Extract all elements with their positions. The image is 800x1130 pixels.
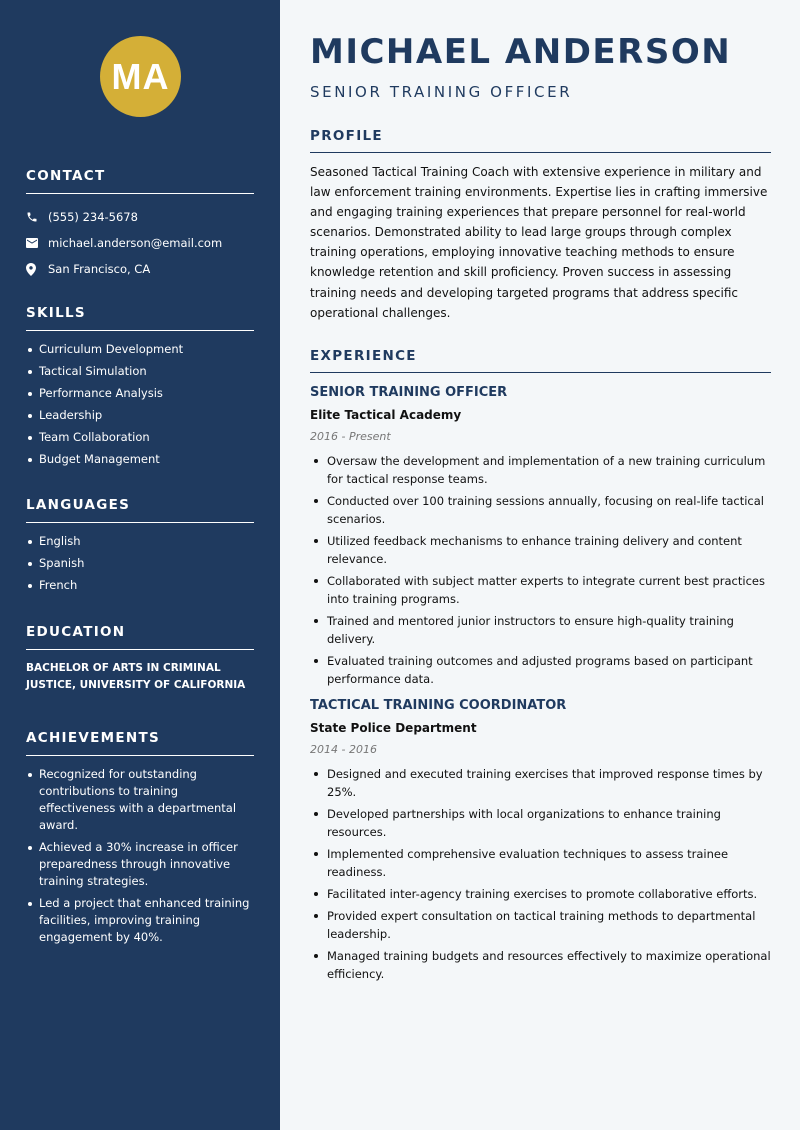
achievements-heading: ACHIEVEMENTS (26, 730, 254, 756)
list-item: Achieved a 30% increase in officer preparedness through innovative training strategies. (26, 839, 254, 890)
job-title: SENIOR TRAINING OFFICER (310, 385, 508, 400)
avatar: MA (100, 36, 181, 117)
email-text[interactable]: michael.anderson@email.com (48, 236, 223, 250)
education-section (26, 624, 254, 694)
skills-heading: SKILLS (26, 305, 254, 331)
candidate-name: MICHAEL ANDERSON (310, 32, 732, 72)
profile-section (310, 128, 771, 323)
profile-heading: PROFILE (310, 128, 771, 153)
list-item: Developed partnerships with local organizations to enhance training resources. (310, 805, 771, 841)
list-item: Curriculum Development (26, 341, 254, 358)
achievements-section (26, 730, 254, 951)
list-item: Oversaw the development and implementation of a new training curriculum for tactical response teams. (310, 452, 771, 488)
list-item: Team Collaboration (26, 429, 254, 446)
job-dates: 2014 - 2016 (310, 743, 377, 756)
list-item: Performance Analysis (26, 385, 254, 402)
location-pin-icon (26, 263, 48, 276)
job-title: TACTICAL TRAINING COORDINATOR (310, 698, 567, 713)
list-item: Tactical Simulation (26, 363, 254, 380)
list-item: English (26, 533, 254, 550)
location-text: San Francisco, CA (48, 262, 151, 276)
contact-section (26, 168, 254, 282)
contact-email (26, 230, 254, 256)
job-entry (310, 385, 771, 688)
list-item: Evaluated training outcomes and adjusted programs based on participant performance data. (310, 652, 771, 688)
list-item: Conducted over 100 training sessions annually, focusing on real-life tactical scenarios. (310, 492, 771, 528)
candidate-title: SENIOR TRAINING OFFICER (310, 83, 573, 101)
contact-location (26, 256, 254, 282)
experience-heading: EXPERIENCE (310, 348, 771, 373)
email-icon (26, 238, 48, 248)
list-item: Designed and executed training exercises that improved response times by 25%. (310, 765, 771, 801)
languages-section (26, 497, 254, 599)
job-entry (310, 698, 771, 983)
list-item: French (26, 577, 254, 594)
list-item: Trained and mentored junior instructors to ensure high-quality training delivery. (310, 612, 771, 648)
list-item: Leadership (26, 407, 254, 424)
achievements-list (26, 766, 254, 946)
list-item: Led a project that enhanced training facilities, improving training engagement by 40%. (26, 895, 254, 946)
skills-section (26, 305, 254, 473)
list-item: Managed training budgets and resources effectively to maximize operational efficiency. (310, 947, 771, 983)
list-item: Spanish (26, 555, 254, 572)
contact-phone (26, 204, 254, 230)
list-item: Budget Management (26, 451, 254, 468)
job-dates: 2016 - Present (310, 430, 391, 443)
languages-heading: LANGUAGES (26, 497, 254, 523)
experience-section (310, 348, 771, 987)
phone-text: (555) 234-5678 (48, 210, 138, 224)
skills-list (26, 341, 254, 468)
phone-icon (26, 211, 48, 223)
job-company: Elite Tactical Academy (310, 408, 462, 422)
job-bullets (310, 765, 771, 983)
profile-text: Seasoned Tactical Training Coach with extensive experience in military and law enforcement training environments. Expertise lies in crafting immersive and engaging training experiences that prepare personnel for real-world scenarios. Demonstrated ability to lead large groups through complex training operations, employing innovative teaching methods to ensure knowledge retention and skill proficiency. Proven success in assessing training needs and developing targeted programs that address specific operational challenges. (310, 165, 768, 320)
job-bullets (310, 452, 771, 688)
education-heading: EDUCATION (26, 624, 254, 650)
languages-list (26, 533, 254, 594)
list-item: Recognized for outstanding contributions to training effectiveness with a departmental award. (26, 766, 254, 834)
contact-heading: CONTACT (26, 168, 254, 194)
list-item: Facilitated inter-agency training exercises to promote collaborative efforts. (310, 885, 771, 903)
sidebar (0, 0, 280, 1130)
list-item: Utilized feedback mechanisms to enhance training delivery and content relevance. (310, 532, 771, 568)
list-item: Collaborated with subject matter experts to integrate current best practices into training programs. (310, 572, 771, 608)
list-item: Provided expert consultation on tactical training methods to departmental leadership. (310, 907, 771, 943)
list-item: Implemented comprehensive evaluation techniques to assess trainee readiness. (310, 845, 771, 881)
education-degree: BACHELOR OF ARTS IN CRIMINAL JUSTICE, UNIVERSITY OF CALIFORNIA (26, 662, 246, 691)
job-company: State Police Department (310, 721, 477, 735)
